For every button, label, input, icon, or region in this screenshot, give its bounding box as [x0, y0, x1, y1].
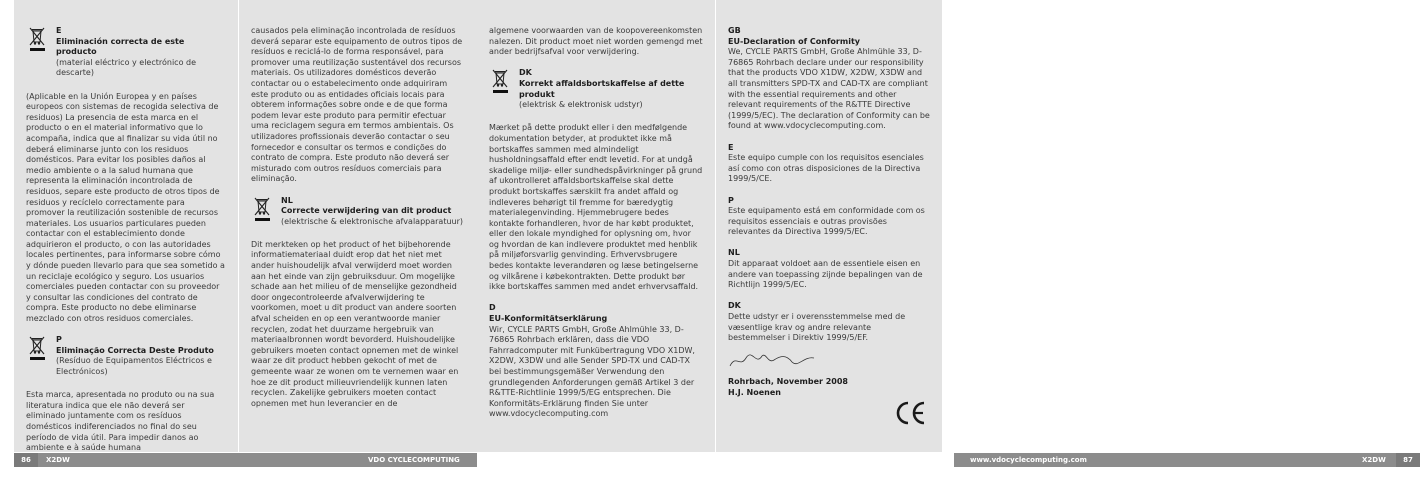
section-body: We, CYCLE PARTS GmbH, Große Ahlmühle 33, D-76865 Rohrbach declare under our responsibility that the products VDO X1DW, X2DW, X3DW and all transmitters SPD-TX and CAD-TX are compliant with the essential requirements and other relevant requirements of the R&TTE Directive (1999/5/EC). The declaration of Conformity can be found at www.vdocyclecomputing.com.: [728, 47, 930, 131]
signature-place-date: Rohrbach, November 2008: [728, 377, 848, 387]
left-page: [0, 0, 477, 477]
lang-code: P: [56, 335, 62, 345]
section-body: Dette udstyr er i overensstemmelse med de væsentlige krav og andre relevante bestemmelser i Direktiv 1999/5/EF.: [728, 312, 906, 343]
crossed-bin-icon: [489, 68, 513, 94]
section-title: Correcte verwijdering van dit product: [281, 206, 452, 216]
footer-right: [954, 453, 1420, 467]
signature-name: H.J. Noenen: [728, 388, 781, 397]
crossed-bin-icon: [251, 196, 275, 222]
lang-code: NL: [281, 195, 293, 205]
footer-model: X2DW: [46, 456, 70, 464]
section-body: Esta marca, apresentada no produto ou na sua literatura indica que ele não deverá ser eliminado juntamente com os resíduos domésticos indiferenciados no final do seu período de vida útil. Para impedir danos ao ambiente e à saúde humana: [26, 390, 215, 453]
section-subtitle: (elektrische & elektronische afvalapparatuur): [281, 216, 464, 226]
section-title: Eliminação Correcta Deste Produto: [56, 345, 214, 355]
section-title: EU-Konformitätserklärung: [489, 314, 608, 324]
crossed-bin-icon: [26, 335, 50, 361]
column-portuguese-dutch: [239, 0, 477, 452]
lang-code: P: [728, 195, 734, 205]
lang-code: GB: [728, 26, 741, 35]
footer-brand: VDO CYCLECOMPUTING: [368, 456, 460, 464]
section-title: Eliminación correcta de este producto: [56, 36, 185, 57]
section-body: Este equipo cumple con los requisitos esenciales así como con otras disposiciones de la Directiva 1999/5/CE.: [728, 153, 924, 184]
lang-code: D: [489, 303, 496, 313]
right-page: [477, 0, 1413, 477]
section-body-continued: algemene voorwaarden van de koopovereenkomsten nalezen. Dit product moet niet worden gemengd met ander bedrijfsafval voor verwijdering.: [489, 26, 703, 57]
footer-model: X2DW: [1362, 456, 1386, 464]
footer-left: [14, 453, 477, 467]
weee-section-nl: [251, 196, 465, 228]
section-body: (Aplicable en la Unión Europea y en países europeos con sistemas de recogida selectiva de residuos) La presencia de esta marca en el producto o en el material informativo que lo acompaña, indica que al finalizar su vida útil no deberá eliminarse junto con los residuos domésticos. Para evitar los posibles daños al medio ambiente o a la salud humana que representa la eliminación incontrolada de residuos, separe este producto de otros tipos de residuos y recíclelo correctamente para promover la reutilización sostenible de recursos materiales. Los usuarios particulares pueden contactar con el establecimiento donde adquirieron el producto, o con las autoridades locales pertinentes, para informarse sobre cómo y dónde pueden llevarlo para que sea sometido a un reciclaje ecológico y seguro. Los usuarios comerciales pueden contactar con su proveedor y consultar las condiciones del contrato de compra. Este producto no debe eliminarse mezclado con otros residuos comerciales.: [26, 91, 225, 324]
column-spanish-portuguese: [14, 0, 238, 452]
section-body: Dit merkteken op het product of het bijbehorende informatiemateriaal duidt erop dat het niet met ander huishoudelijk afval verwijderd moet worden aan het einde van zijn gebruiksduur. Om mogelijke schade aan het milieu of de menselijke gezondheid door ongecontroleerde afvalverwijdering te voorkomen, moet u dit product van andere soorten afval scheiden en op een verantwoorde manier recyclen, zodat het duurzame hergebruik van materiaalbronnen wordt bevorderd. Huishoudelijke gebruikers moeten contact opnemen met de winkel waar ze dit product hebben gekocht of met de gemeente waar ze wonen om te vernemen waar en hoe ze dit product milieuvriendelijk kunnen laten recyclen. Zakelijke gebruikers moeten contact opnemen met hun leverancier en de: [251, 239, 459, 408]
lang-code: E: [56, 26, 62, 35]
crossed-bin-icon: [26, 26, 50, 52]
page-number: 86: [14, 453, 38, 467]
lang-code: NL: [728, 248, 740, 258]
ce-mark-icon: [894, 400, 926, 426]
weee-section-pt: [26, 335, 226, 377]
section-subtitle: (elektrisk & elektronisk udstyr): [519, 100, 643, 110]
lang-code: E: [728, 142, 734, 152]
section-body: Mærket på dette produkt eller i den medfølgende dokumentation betyder, at produktet ikke må bortskaffes sammen med almindeligt husholdningsaffald efter endt levetid. For at undgå skadelige miljø- eller sundhedspåvirkninger på grund af ukontrolleret affaldsbortskaffelse skal dette produkt bortskaffes særskilt fra andet affald og indleveres behørigt til fremme for bæredygtig materialegenvinding. Hjemmebrugere bedes kontakte forhandleren, hvor de har købt produktet, eller den lokale myndighed for oplysning om, hvor og hvordan de kan indlevere produktet med henblik på miljøforsvarlig genvinding. Erhvervsbrugere bedes kontakte leverandøren og læse betingelserne og vilkårene i købekontrakten. Dette produkt bør ikke bortskaffes sammen med andet erhvervsaffald.: [489, 123, 703, 292]
section-body: Este equipamento está em conformidade com os requisitos essenciais e outras provisões relevantes da Directiva 1999/5/EC.: [728, 206, 925, 237]
column-dutch-danish-german: [477, 0, 715, 452]
weee-section-es: [26, 26, 226, 79]
lang-code: DK: [728, 301, 741, 311]
section-body-continued: causados pela eliminação incontrolada de resíduos deverá separar este equipamento de outros tipos de resíduos e reciclá-lo de forma responsável, para promover uma reutilização sustentável dos recursos materiais. Os utilizadores domésticos deverão contactar ou o estabelecimento onde adquiriram este produto ou as entidades oficiais locais para obterem informações sobre onde e de que forma podem levar este produto para permitir efectuar uma reciclagem segura em termos ambientais. Os utilizadores profissionais deverão contactar o seu fornecedor e consultar os termos e condições do contrato de compra. Este produto não deverá ser misturado com outros resíduos comerciais para eliminação.: [251, 26, 463, 184]
section-subtitle: (Resíduo de Equipamentos Eléctricos e Electrónicos): [56, 356, 212, 376]
section-subtitle: (material eléctrico y electrónico de descarte): [56, 57, 197, 78]
weee-section-dk: [489, 68, 703, 110]
section-body: Wir, CYCLE PARTS GmbH, Große Ahlmühle 33, D-76865 Rohrbach erklären, dass die VDO Fahrradcomputer mit Funkübertragung VDO X1DW, X2DW, X3DW und alle Sender SPD-TX und CAD-TX bei bestimmungsgemäßer Verwendung den grundlegenden Anforderungen gemäß Artikel 3 der R&TTE-Richtlinie 1999/5/EG entsprechen. Die Konformitäts-Erklärung finden Sie unter www.vdocyclecomputing.com: [489, 324, 695, 419]
page-number: 87: [1396, 453, 1420, 467]
column-declarations: [716, 0, 942, 452]
section-body: Dit apparaat voldoet aan de essentiele eisen en andere van toepassing zijnde bepalingen van de Richtlijn 1999/5/EC.: [728, 259, 923, 290]
footer-url: www.vdocyclecomputing.com: [970, 456, 1087, 464]
section-title: Korrekt affaldsbortskaffelse af dette produkt: [519, 78, 685, 99]
lang-code: DK: [519, 68, 532, 78]
section-title: EU-Declaration of Conformity: [728, 36, 860, 46]
signature-icon: [728, 350, 818, 372]
